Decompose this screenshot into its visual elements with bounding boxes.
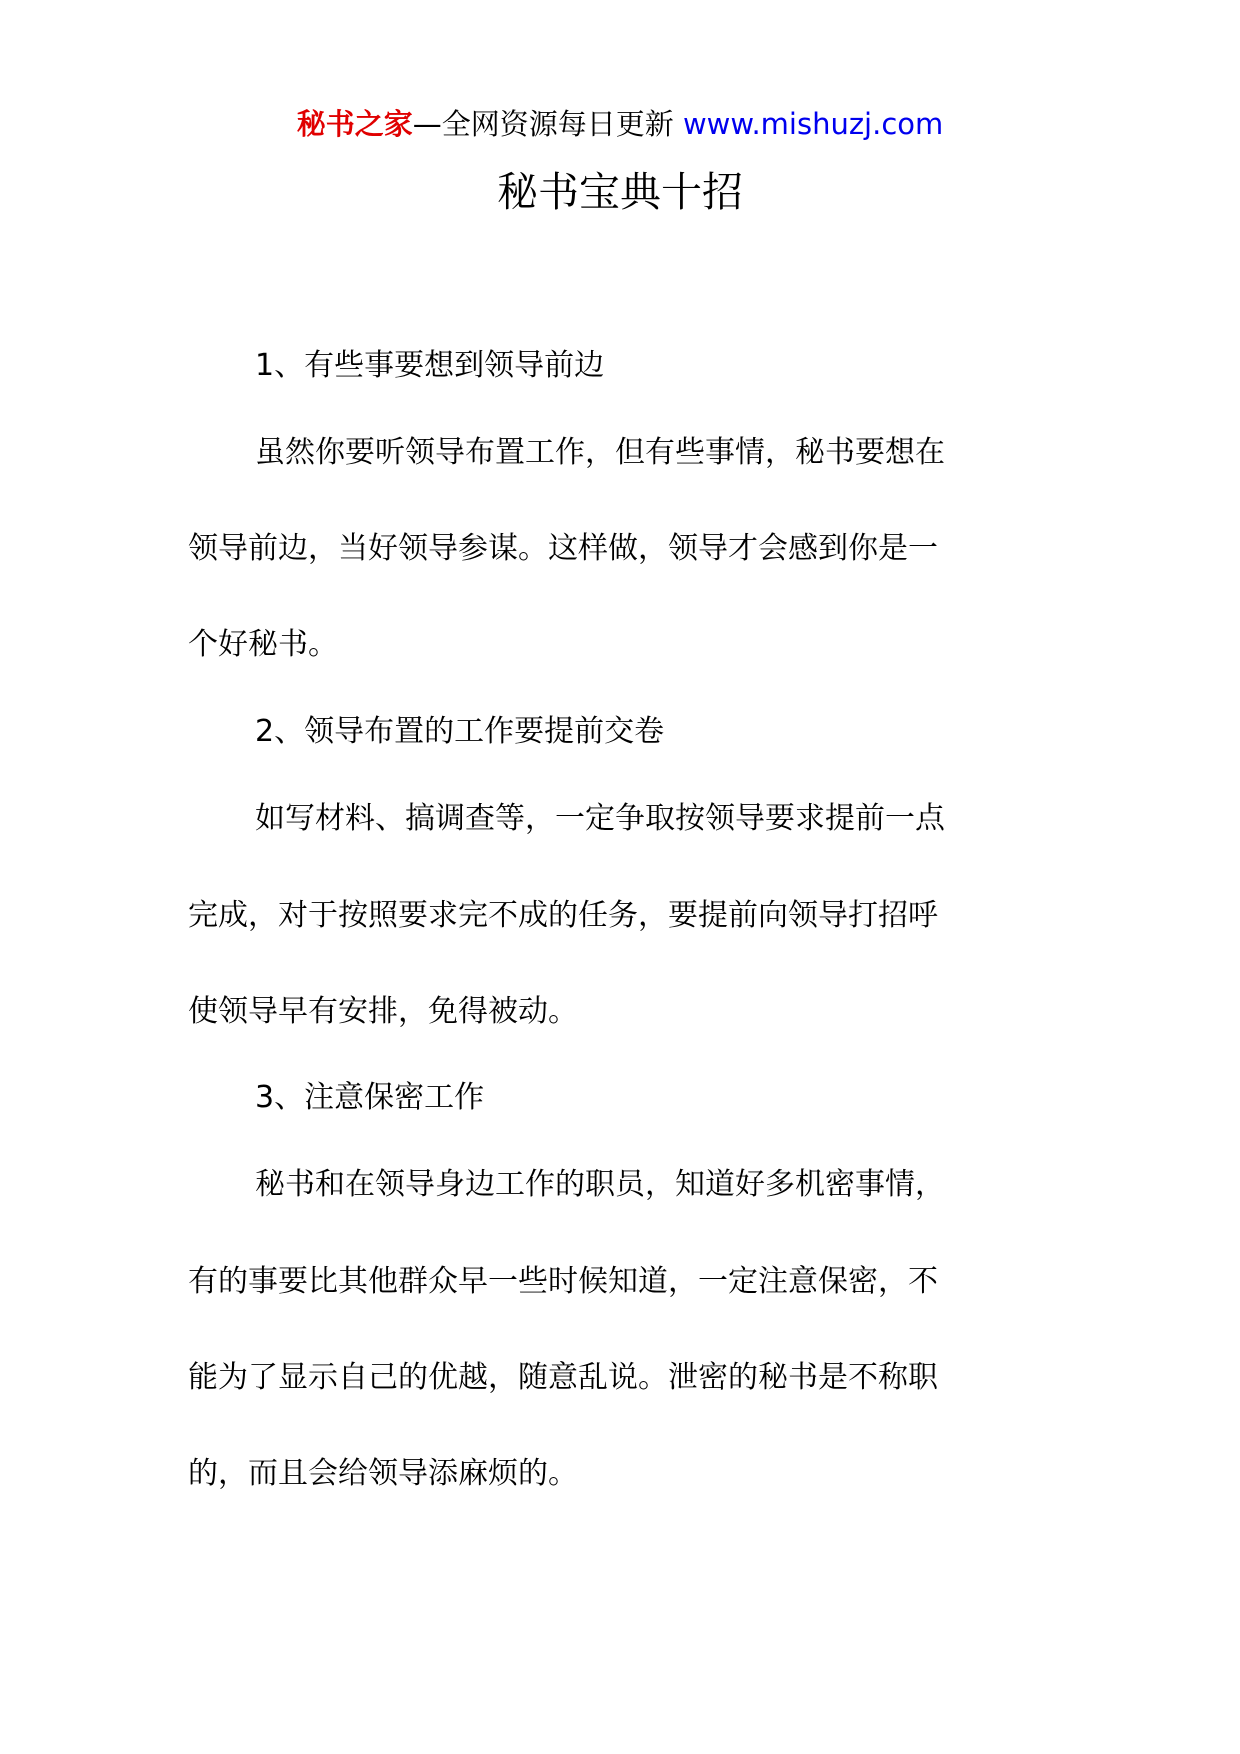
- paragraph-line: 完成，对于按照要求完不成的任务，要提前向领导打招呼: [188, 898, 938, 933]
- paragraph-line: 使领导早有安排，免得被动。: [188, 994, 578, 1029]
- paragraph-line: 如写材料、搞调查等，一定争取按领导要求提前一点: [255, 801, 945, 836]
- paragraph-line: 秘书和在领导身边工作的职员，知道好多机密事情，: [255, 1167, 945, 1202]
- section-heading-2: 2、领导布置的工作要提前交卷: [255, 714, 665, 749]
- paragraph-line: 有的事要比其他群众早一些时候知道，一定注意保密，不: [188, 1264, 938, 1299]
- paragraph-line: 的，而且会给领导添麻烦的。: [188, 1456, 578, 1491]
- paragraph-line: 个好秘书。: [188, 627, 338, 662]
- paragraph-line: 领导前边，当好领导参谋。这样做，领导才会感到你是一: [188, 531, 938, 566]
- brand-name: 秘书之家: [296, 107, 413, 141]
- paragraph-line: 虽然你要听领导布置工作，但有些事情，秘书要想在: [255, 435, 945, 470]
- paragraph-line: 能为了显示自己的优越，随意乱说。泄密的秘书是不称职: [188, 1360, 938, 1395]
- site-header: [0, 104, 1240, 144]
- document-title: 秘书宝典十招: [497, 168, 743, 216]
- section-heading-1: 1、有些事要想到领导前边: [255, 348, 605, 383]
- site-url-link[interactable]: www.mishuzj.com: [682, 107, 944, 141]
- section-heading-3: 3、注意保密工作: [255, 1080, 485, 1115]
- header-tagline: —全网资源每日更新: [412, 107, 674, 141]
